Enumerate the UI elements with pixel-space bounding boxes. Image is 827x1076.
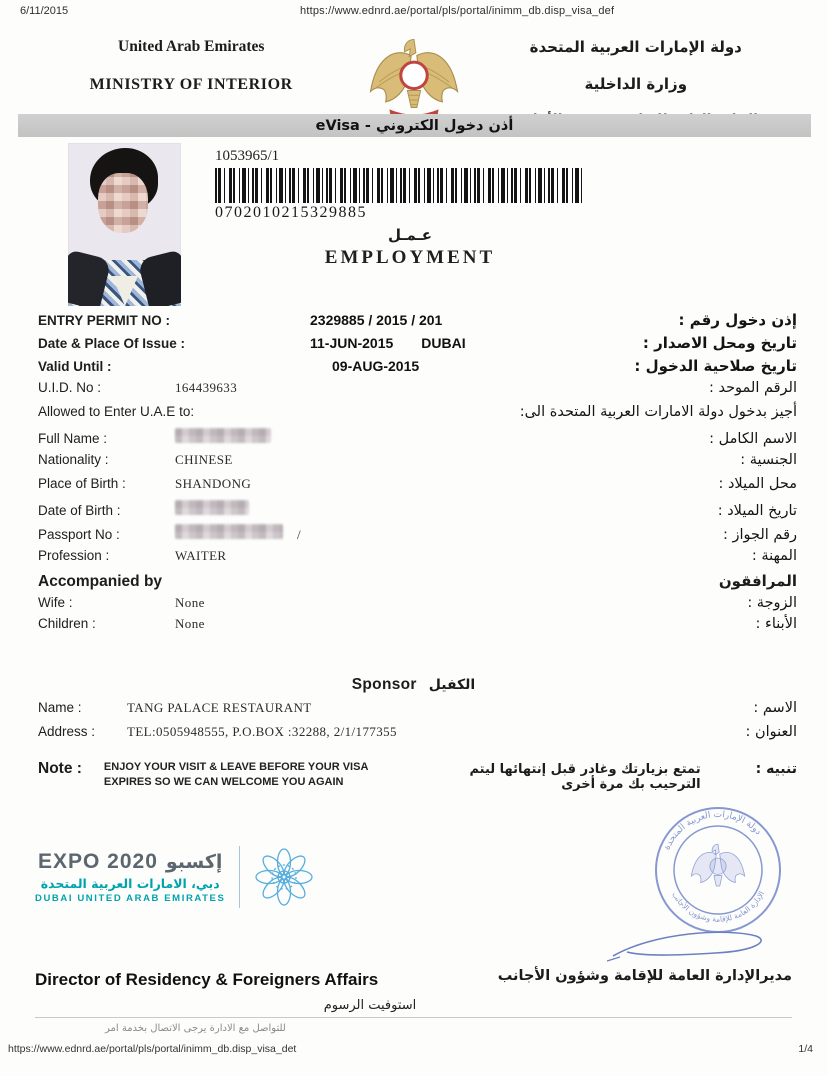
field-label-en: U.I.D. No : <box>38 380 102 395</box>
field-wife <box>0 595 827 616</box>
field-entry-permit-no <box>0 311 827 334</box>
field-value: 2329885 / 2015 / 201 <box>310 312 443 328</box>
expo-subtitle-ar: دبي، الامارات العربية المتحدة <box>40 876 220 891</box>
field-label-en: ENTRY PERMIT NO : <box>38 313 171 328</box>
print-footer <box>0 1043 827 1057</box>
expo-logo-text <box>35 850 239 904</box>
director-title-ar: مديرالإدارة العامة للإقامة وشؤون الأجانب <box>497 968 792 984</box>
field-label-ar: العنوان : <box>745 724 797 740</box>
footer-page-number: 1/4 <box>798 1043 813 1055</box>
expo-flower-icon <box>252 845 316 909</box>
field-uid-no <box>0 380 827 404</box>
expo-subtitle-en: DUBAI UNITED ARAB EMIRATES <box>35 893 226 904</box>
field-label-ar: رقم الجواز : <box>722 527 797 543</box>
field-label-ar: الاسم الكامل : <box>709 431 797 447</box>
expo-logo-divider <box>239 846 240 908</box>
visa-barcode-number: 0702010215329885 <box>215 204 367 221</box>
field-label-en: Passport No : <box>38 527 120 542</box>
expo-title-en: EXPO 2020 <box>37 850 158 873</box>
field-date-place-of-issue <box>0 334 827 357</box>
field-label-en: Children : <box>38 616 96 631</box>
expo-2020-logo <box>35 845 316 909</box>
accompanied-by-header <box>0 572 827 595</box>
applicant-photo <box>68 143 181 306</box>
field-profession <box>0 548 827 572</box>
field-label-ar: تاريخ ومحل الاصدار : <box>642 334 797 352</box>
sponsor-title-en: Sponsor <box>351 676 417 693</box>
note-text-en: ENJOY YOUR VISIT & LEAVE BEFORE YOUR VISA EXPIRES SO WE CAN WELCOME YOU AGAIN <box>103 761 368 788</box>
field-value: None <box>175 616 205 631</box>
field-value: SHANDONG <box>175 476 252 491</box>
field-label-ar: تاريخ الميلاد : <box>717 503 797 519</box>
photo-face-pixelated <box>98 173 148 233</box>
field-label-ar: محل الميلاد : <box>718 476 797 492</box>
field-sponsor-address <box>0 724 827 748</box>
field-label-en: Date & Place Of Issue : <box>38 336 186 351</box>
field-label-en: Address : <box>38 724 96 739</box>
field-passport-no <box>0 524 827 548</box>
field-label-en: Name : <box>38 700 82 715</box>
field-value-mark: / <box>297 527 302 542</box>
print-url: https://www.ednrd.ae/portal/pls/portal/inimm_db.disp_visa_def <box>300 5 615 17</box>
field-label-ar: الأبناء : <box>755 616 797 632</box>
ministry-header <box>28 36 799 114</box>
field-date-of-birth <box>0 500 827 524</box>
field-valid-until <box>0 357 827 380</box>
svg-text:الإدارة العامة للإقامة وشؤون ا: الإدارة العامة للإقامة وشؤون الأجانب <box>670 889 767 924</box>
field-value: None <box>175 595 205 610</box>
accompanied-by-title-ar: المرافقون <box>718 572 797 590</box>
field-place-of-birth <box>0 476 827 500</box>
field-label-en: Full Name : <box>38 431 108 446</box>
ministry-name-en: MINISTRY OF INTERIOR <box>89 75 293 93</box>
director-title-en: Director of Residency & Foreigners Affairs <box>35 970 379 989</box>
field-full-name <box>0 428 827 452</box>
evisa-banner-title: أذن دخول الكتروني - eVisa <box>315 117 514 134</box>
field-label-ar: إذن دخول رقم : <box>678 311 797 329</box>
evisa-banner <box>18 114 811 137</box>
director-signature <box>605 926 775 973</box>
field-label-en: Date of Birth : <box>38 503 121 518</box>
field-label-en: Allowed to Enter U.A.E to: <box>38 404 195 419</box>
expo-title <box>35 850 225 874</box>
field-label-ar: الزوجة : <box>747 595 797 611</box>
field-value: 11-JUN-2015 <box>310 335 394 351</box>
field-label-ar: أجيز بدخول دولة الامارات العربية المتحدة الى: <box>519 404 797 420</box>
field-label-en: Valid Until : <box>38 359 112 374</box>
contact-note-ar: للتواصل مع الادارة يرجى الاتصال بخدمة امر <box>105 1023 286 1034</box>
field-value: TEL:0505948555, P.O.BOX :32288, 2/1/177355 <box>127 724 397 739</box>
note-label-ar: تنبيه : <box>755 761 797 777</box>
print-date: 6/11/2015 <box>20 5 69 17</box>
fees-collected-text: استوفيت الرسوم <box>323 998 417 1013</box>
field-sponsor-name <box>0 700 827 724</box>
field-children <box>0 616 827 637</box>
visa-file-number: 1053965/1 <box>215 148 280 164</box>
visa-type-arabic: عـمـل <box>388 226 432 244</box>
ministry-name-ar: وزارة الداخلية <box>584 75 688 93</box>
official-stamp-icon <box>647 800 789 945</box>
sponsor-title-ar: الكفيل <box>428 677 476 693</box>
visa-barcode <box>215 168 583 203</box>
field-value: CHINESE <box>175 452 233 467</box>
field-value: 164439633 <box>175 380 238 395</box>
field-label-en: Profession : <box>38 548 110 563</box>
note-section <box>0 760 827 792</box>
sponsor-header <box>0 676 827 700</box>
field-label-ar: الجنسية : <box>740 452 797 468</box>
field-value: WAITER <box>175 548 227 563</box>
expo-title-ar: إكسبو <box>165 851 223 873</box>
visa-fields <box>0 311 827 637</box>
field-label-ar: تاريخ صلاحية الدخول : <box>634 357 797 375</box>
field-label-en: Place of Birth : <box>38 476 126 491</box>
sponsor-section <box>0 676 827 748</box>
note-text-ar: تمتع بزيارتك وغادر قبل إنتهائها ليتم الترحيب بك مرة أخرى <box>469 762 701 792</box>
footer-divider <box>35 1017 792 1018</box>
footer-url: https://www.ednrd.ae/portal/pls/portal/inimm_db.disp_visa_det <box>8 1043 297 1055</box>
field-value: 09-AUG-2015 <box>332 358 420 374</box>
redacted-value <box>175 428 271 443</box>
field-value: TANG PALACE RESTAURANT <box>127 700 312 715</box>
visa-type-english: EMPLOYMENT <box>324 247 496 268</box>
field-label-ar: الرقم الموحد : <box>708 380 797 396</box>
print-header <box>0 5 827 19</box>
field-allowed-to-enter <box>0 404 827 428</box>
accompanied-by-title-en: Accompanied by <box>38 573 163 590</box>
field-label-en: Nationality : <box>38 452 109 467</box>
country-name-ar: دولة الإمارات العربية المتحدة <box>529 38 742 56</box>
visa-code-block <box>215 148 605 269</box>
field-nationality <box>0 452 827 476</box>
svg-text:دولة الإمارات العربية المتحدة: دولة الإمارات العربية المتحدة <box>662 809 764 852</box>
field-label-ar: المهنة : <box>751 548 797 564</box>
field-label-ar: الاسم : <box>753 700 797 716</box>
field-label-en: Wife : <box>38 595 73 610</box>
field-value-place: DUBAI <box>421 335 466 351</box>
country-name-en: United Arab Emirates <box>118 38 265 55</box>
redacted-value <box>175 500 249 515</box>
note-label-en: Note : <box>38 760 82 777</box>
redacted-value <box>175 524 283 539</box>
